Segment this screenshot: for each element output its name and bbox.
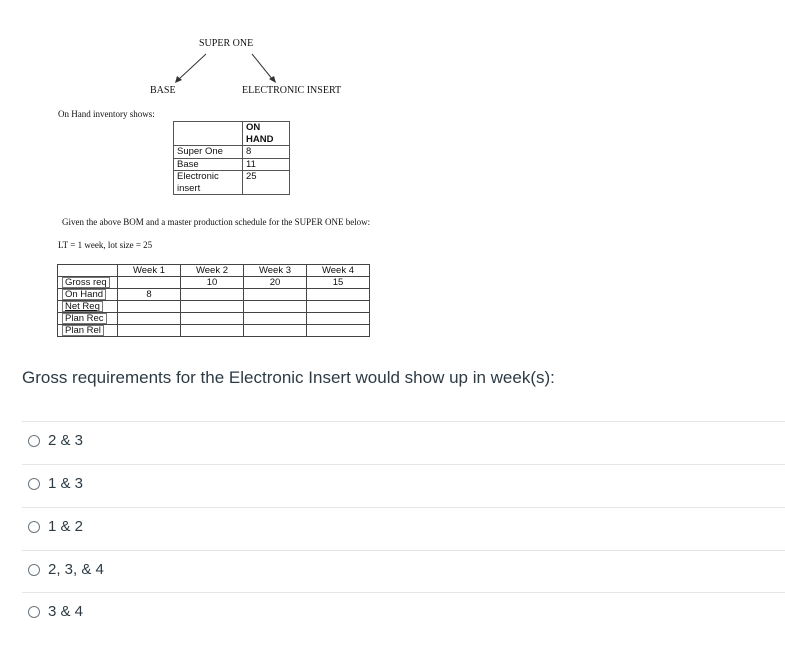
- table-cell: [244, 325, 307, 337]
- inventory-qty: 25: [243, 171, 290, 195]
- answer-option[interactable]: [28, 432, 83, 449]
- table-cell: [307, 313, 370, 325]
- table-cell: [244, 289, 307, 301]
- table-row: [58, 325, 370, 337]
- table-cell: [307, 301, 370, 313]
- table-row: [174, 146, 290, 159]
- table-cell: [181, 301, 244, 313]
- table-cell: [307, 325, 370, 337]
- row-label: Gross req: [62, 277, 110, 288]
- table-header-row: [58, 265, 370, 277]
- table-cell: 15: [307, 277, 370, 289]
- inventory-item: Super One: [174, 146, 243, 159]
- table-row: [58, 301, 370, 313]
- question-text: Gross requirements for the Electronic Insert would show up in week(s):: [22, 368, 555, 387]
- week-header: Week 1: [118, 265, 181, 277]
- table-cell: 20: [244, 277, 307, 289]
- table-cell: [118, 277, 181, 289]
- table-cell: [181, 313, 244, 325]
- mps-table: [57, 264, 370, 337]
- table-cell: 8: [118, 289, 181, 301]
- table-cell: [181, 289, 244, 301]
- inventory-item: Electronic insert: [174, 171, 243, 195]
- week-header: Week 2: [181, 265, 244, 277]
- bom-child-base-label: BASE: [150, 85, 176, 96]
- leadtime-text: LT = 1 week, lot size = 25: [58, 240, 153, 250]
- onhand-caption: On Hand inventory shows:: [58, 109, 155, 119]
- table-row: [174, 158, 290, 171]
- option-label: 2 & 3: [48, 432, 84, 449]
- answer-option[interactable]: [28, 603, 83, 620]
- option-label: 2, 3, & 4: [48, 561, 104, 578]
- table-cell: 10: [181, 277, 244, 289]
- divider: [22, 592, 785, 593]
- bom-child-insert-label: ELECTRONIC INSERT: [242, 85, 342, 96]
- divider: [22, 507, 785, 508]
- radio-button[interactable]: [28, 478, 40, 490]
- week-header: Week 4: [307, 265, 370, 277]
- radio-button[interactable]: [28, 521, 40, 533]
- table-cell: [244, 313, 307, 325]
- table-cell: [307, 289, 370, 301]
- bom-parent-label: SUPER ONE: [199, 38, 254, 49]
- option-label: 1 & 3: [48, 475, 84, 492]
- divider: [22, 550, 785, 551]
- option-label: 3 & 4: [48, 603, 84, 620]
- table-row: [174, 171, 290, 195]
- table-cell: [118, 325, 181, 337]
- inventory-qty: 8: [243, 146, 290, 159]
- answer-option[interactable]: [28, 518, 83, 535]
- table-cell: [181, 325, 244, 337]
- option-label: 1 & 2: [48, 518, 84, 535]
- bom-arrows: [170, 50, 280, 86]
- radio-button[interactable]: [28, 564, 40, 576]
- table-cell: [244, 301, 307, 313]
- row-label: Plan Rec: [62, 313, 107, 324]
- table-cell: [118, 313, 181, 325]
- radio-button[interactable]: [28, 606, 40, 618]
- given-text: Given the above BOM and a master production schedule for the SUPER ONE below:: [62, 217, 371, 227]
- table-cell: [118, 301, 181, 313]
- answer-option[interactable]: [28, 561, 104, 578]
- radio-button[interactable]: [28, 435, 40, 447]
- row-label: On Hand: [62, 289, 106, 300]
- table-row: [58, 313, 370, 325]
- inventory-item: Base: [174, 158, 243, 171]
- row-label: Net Req: [62, 301, 103, 312]
- onhand-table: [173, 121, 290, 195]
- row-label: Plan Rel: [62, 325, 104, 336]
- answer-option[interactable]: [28, 475, 83, 492]
- divider: [22, 464, 785, 465]
- inventory-qty: 11: [243, 158, 290, 171]
- table-row: [58, 289, 370, 301]
- table-row: [58, 277, 370, 289]
- divider: [22, 421, 785, 422]
- week-header: Week 3: [244, 265, 307, 277]
- onhand-header: ON HAND: [243, 122, 290, 146]
